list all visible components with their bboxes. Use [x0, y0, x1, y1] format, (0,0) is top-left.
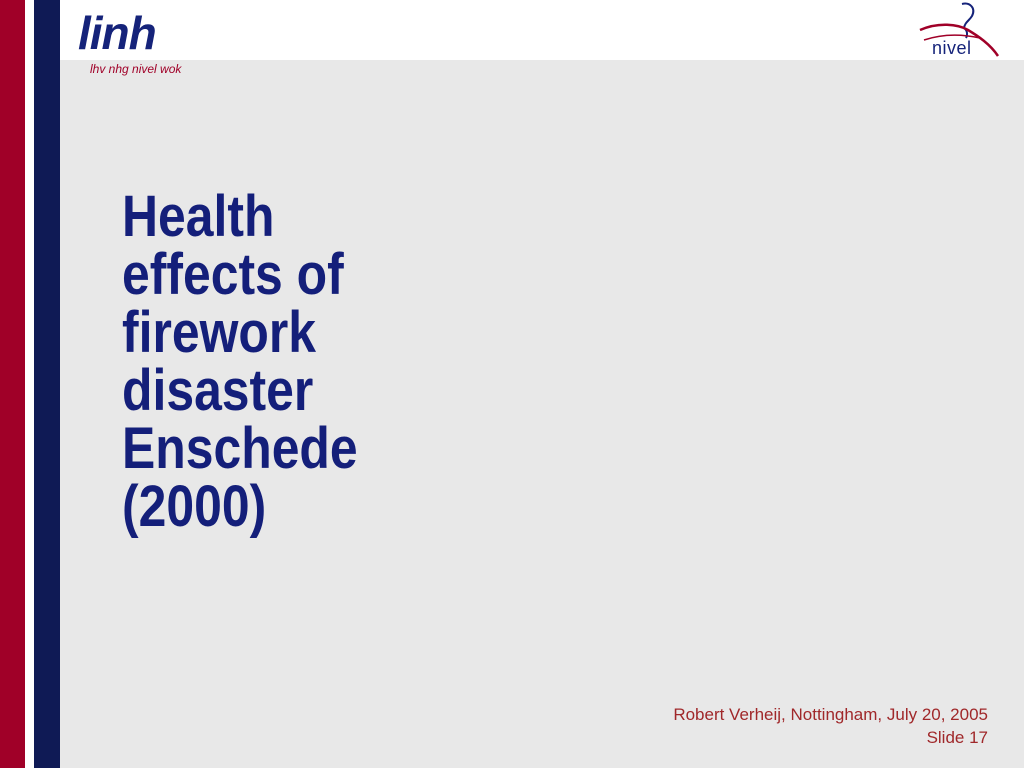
title-line: disaster [122, 358, 314, 423]
footer-author: Robert Verheij, Nottingham, July 20, 2005 [673, 705, 988, 724]
partner-name: nivel [932, 38, 972, 58]
left-navy-stripe [34, 0, 60, 768]
title-line: Enschede [122, 416, 358, 481]
slide-footer [673, 703, 988, 749]
left-red-stripe [0, 0, 25, 768]
title-line: firework [122, 300, 317, 365]
title-line: (2000) [122, 474, 267, 539]
nivel-logo [918, 0, 1002, 60]
linh-logo [78, 7, 228, 76]
title-line: effects of [122, 242, 344, 307]
title-line: Health [122, 184, 275, 249]
logo-tagline: lhv nhg nivel wok [90, 62, 182, 76]
slide-header [60, 0, 1024, 76]
left-white-stripe [25, 0, 34, 768]
slide-title [122, 184, 380, 539]
footer-slide-number: Slide 17 [926, 728, 988, 747]
logo-word: linh [78, 7, 156, 59]
